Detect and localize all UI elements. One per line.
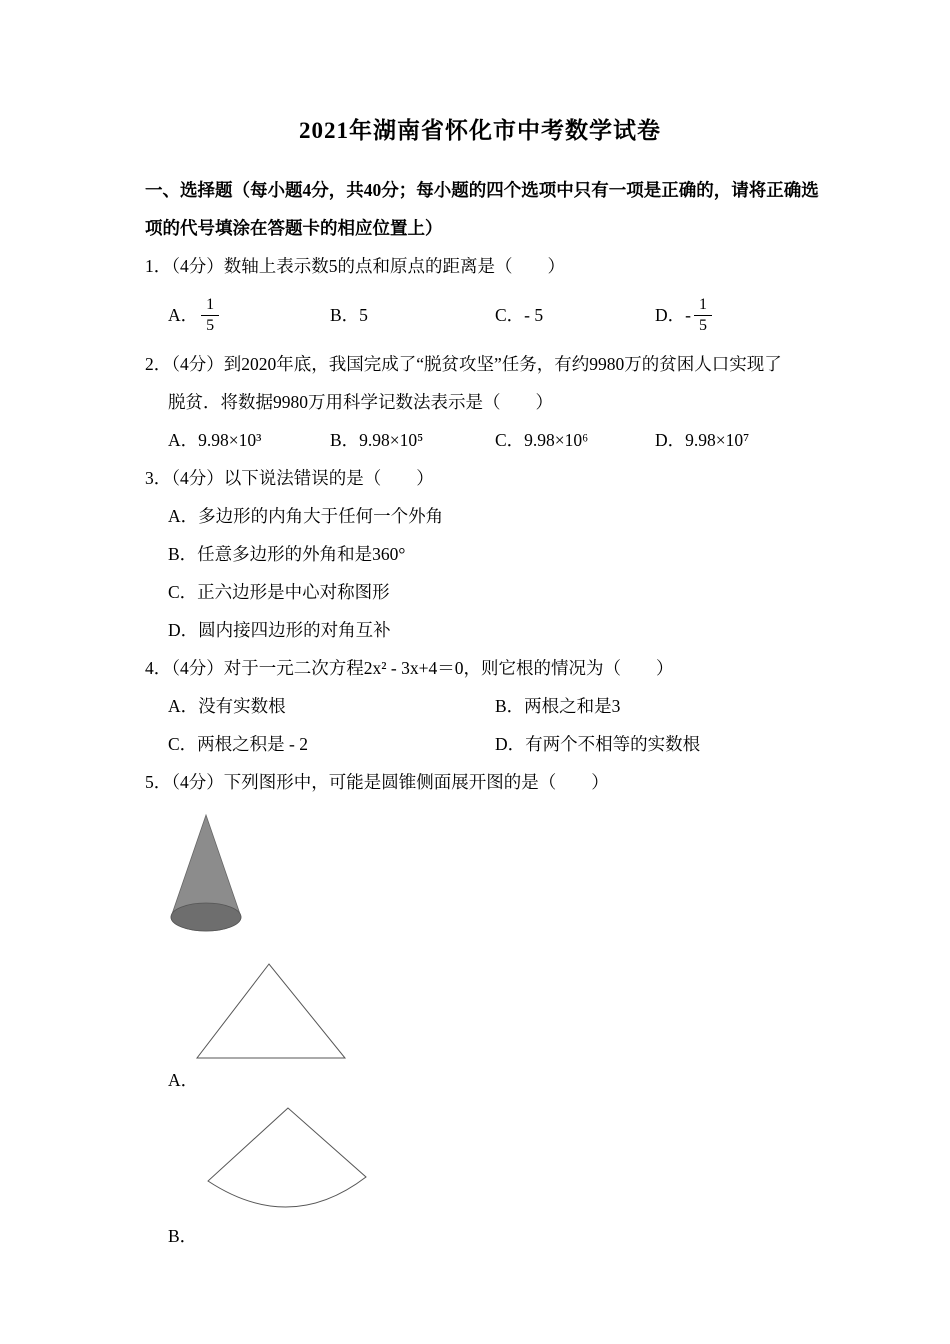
question-4-stem: 4．（4分）对于一元二次方程2x² - 3x+4＝0，则它根的情况为（ ） xyxy=(145,658,674,678)
q3-option-c: C．正六边形是中心对称图形 xyxy=(168,582,390,602)
sector-outline xyxy=(208,1108,366,1207)
cone-figure xyxy=(168,813,815,935)
q1-option-a-fraction xyxy=(201,295,219,334)
q3-option-a: A．多边形的内角大于任何一个外角 xyxy=(168,506,444,526)
q4-option-b: B．两根之和是3 xyxy=(495,696,621,716)
question-1 xyxy=(145,247,815,345)
q2-option-a: A．9.98×10³ xyxy=(168,430,262,450)
cone-icon xyxy=(168,813,244,935)
question-5-stem: 5．（4分）下列图形中，可能是圆锥侧面展开图的是（ ） xyxy=(145,772,609,792)
fraction-numerator: 1 xyxy=(694,295,712,315)
q1-option-c: C．- 5 xyxy=(495,305,544,325)
section-header-line1: 一、选择题（每小题4分，共40分；每小题的四个选项中只有一项是正确的，请将正确选 xyxy=(145,180,819,200)
q2-option-d: D．9.98×10⁷ xyxy=(655,430,750,450)
question-3-stem: 3．（4分）以下说法错误的是（ ） xyxy=(145,468,434,488)
fraction-numerator: 1 xyxy=(201,295,219,315)
q1-option-d-prefix: D．- xyxy=(655,305,691,325)
question-1-options xyxy=(145,285,815,345)
question-4-options-row2 xyxy=(145,725,815,763)
q4-option-a: A．没有实数根 xyxy=(168,696,286,716)
page-title: 2021年湖南省怀化市中考数学试卷 xyxy=(299,118,661,143)
question-2-stem-line2: 脱贫．将数据9980万用科学记数法表示是（ ） xyxy=(168,392,553,412)
q1-option-a xyxy=(168,285,330,345)
question-4-options-row1 xyxy=(145,687,815,725)
q5-option-a-label: A． xyxy=(168,1070,199,1090)
question-2-stem-line1: 2．（4分）到2020年底，我国完成了“脱贫攻坚”任务，有约9980万的贫困人口实现了 xyxy=(145,354,782,374)
sector-figure xyxy=(200,1105,815,1217)
triangle-icon xyxy=(195,961,347,1061)
q2-option-c: C．9.98×10⁶ xyxy=(495,430,589,450)
question-5 xyxy=(145,763,815,1255)
q1-option-a-prefix: A． xyxy=(168,305,199,325)
sector-icon xyxy=(200,1105,372,1217)
section-header-line2: 项的代号填涂在答题卡的相应位置上） xyxy=(145,218,443,238)
q3-option-b: B．任意多边形的外角和是360° xyxy=(168,544,406,564)
triangle-figure xyxy=(195,961,815,1061)
fraction-denominator: 5 xyxy=(206,316,215,334)
question-4 xyxy=(145,649,815,763)
q4-option-d: D．有两个不相等的实数根 xyxy=(495,734,701,754)
question-1-stem: 1．（4分）数轴上表示数5的点和原点的距离是（ ） xyxy=(145,256,565,276)
q2-option-b: B．9.98×10⁵ xyxy=(330,430,424,450)
question-2 xyxy=(145,345,815,459)
q5-option-b-label: B． xyxy=(168,1226,198,1246)
question-2-options xyxy=(145,421,815,459)
triangle-outline xyxy=(197,964,345,1058)
q1-option-b: B．5 xyxy=(330,305,368,325)
q3-option-d: D．圆内接四边形的对角互补 xyxy=(168,620,391,640)
q4-option-c: C．两根之积是 - 2 xyxy=(168,734,308,754)
fraction-denominator: 5 xyxy=(698,316,707,334)
q1-option-d-fraction xyxy=(694,295,712,334)
q1-option-d xyxy=(655,285,815,345)
question-3 xyxy=(145,459,815,649)
cone-base xyxy=(171,903,241,931)
